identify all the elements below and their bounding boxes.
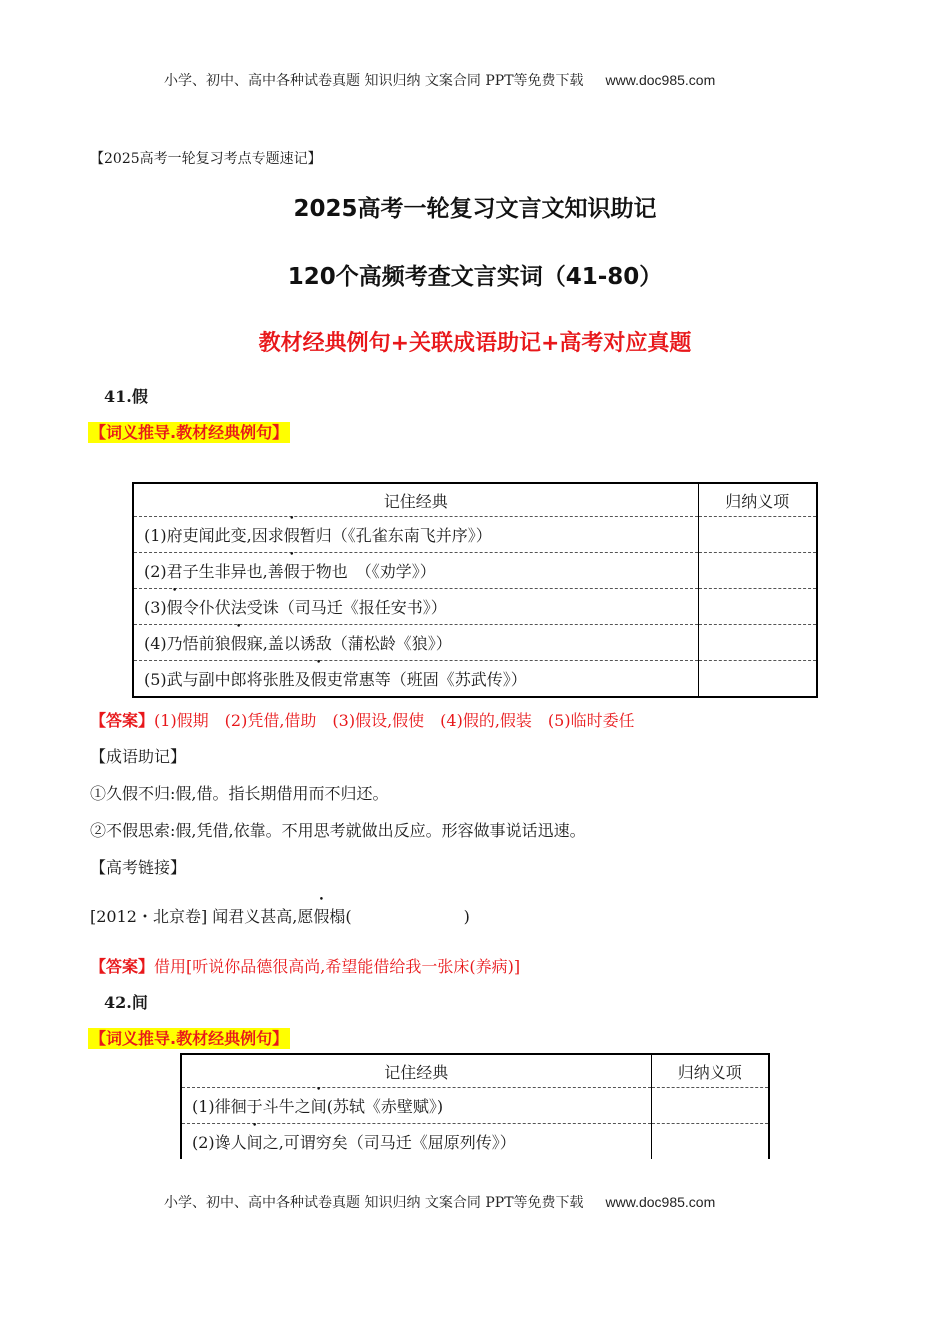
answer-text: 借用[听说你品德很高尚,希望能借给我一张床(养病)] xyxy=(154,957,521,976)
section-label-42 xyxy=(88,1026,290,1049)
table-row xyxy=(133,517,817,553)
table-row xyxy=(181,1088,769,1124)
section-label-41 xyxy=(88,420,290,443)
dotted-keyword: 间 xyxy=(246,1133,263,1152)
series-tag: 【2025高考一轮复习考点专题速记】 xyxy=(90,151,322,167)
exam-link-heading: 【高考链接】 xyxy=(90,858,187,877)
dotted-keyword: 假 xyxy=(283,562,300,581)
word-table-41 xyxy=(132,482,818,698)
dotted-keyword: 假 xyxy=(230,634,247,653)
example-sentence: (2)君子生非异也,善假于物也 （《劝学》） xyxy=(133,553,698,589)
table-header xyxy=(133,483,817,517)
example-sentence: (1)徘徊于斗牛之间(苏轼《赤壁赋》) xyxy=(181,1088,651,1124)
dotted-keyword: 假 xyxy=(310,670,327,689)
table-row xyxy=(133,553,817,589)
exam-question: [2012・北京卷] 闻君义甚高,愿假榻( ) xyxy=(90,907,470,926)
meaning-cell xyxy=(698,625,817,661)
meaning-cell xyxy=(698,517,817,553)
sub-title: 120个高频考查文言实词（41-80） xyxy=(287,264,663,290)
meaning-cell xyxy=(698,661,817,698)
example-sentence: (3)假令仆伏法受诛（司马迁《报任安书》） xyxy=(133,589,698,625)
table-row xyxy=(133,661,817,698)
word-table-42 xyxy=(180,1053,770,1159)
example-sentence: (5)武与副中郎将张胜及假吏常惠等（班固《苏武传》） xyxy=(133,661,698,698)
section-heading-42: 42.间 xyxy=(104,993,148,1012)
meaning-cell xyxy=(698,589,817,625)
col-header-meaning: 归纳义项 xyxy=(698,483,817,517)
main-title: 2025高考一轮复习文言文知识助记 xyxy=(293,196,657,222)
tagline: 教材经典例句+关联成语助记+高考对应真题 xyxy=(258,331,692,356)
answer-41 xyxy=(90,708,635,731)
answer-label: 【答案】 xyxy=(90,957,155,976)
page-footer xyxy=(164,1192,715,1212)
page-header xyxy=(164,70,715,90)
col-header-examples: 记住经典 xyxy=(383,491,448,511)
idiom-item: ①久假不归:假,借。指长期借用而不归还。 xyxy=(90,784,389,803)
col-header-meaning: 归纳义项 xyxy=(651,1054,769,1088)
table-row xyxy=(181,1124,769,1160)
table-row xyxy=(133,589,817,625)
meaning-cell xyxy=(651,1088,769,1124)
example-sentence: (4)乃悟前狼假寐,盖以诱敌（蒲松龄《狼》） xyxy=(133,625,698,661)
dotted-keyword: 假 xyxy=(283,526,300,545)
col-header-examples: 记住经典 xyxy=(384,1062,449,1082)
example-sentence: (2)谗人间之,可谓穷矣（司马迁《屈原列传》） xyxy=(181,1124,651,1160)
dotted-keyword: 假 xyxy=(166,598,183,617)
label-highlight: 【词义推导.教材经典例句】 xyxy=(90,1029,289,1048)
idiom-heading: 【成语助记】 xyxy=(90,747,187,766)
footer-site[interactable]: www.doc985.com xyxy=(605,1194,716,1210)
dotted-keyword: 间 xyxy=(310,1097,327,1116)
meaning-cell xyxy=(651,1124,769,1160)
header-site[interactable]: www.doc985.com xyxy=(605,72,716,88)
dotted-keyword: 假 xyxy=(313,907,330,926)
idiom-item: ②不假思索:假,凭借,依靠。不用思考就做出反应。形容做事说话迅速。 xyxy=(90,821,586,840)
example-sentence: (1)府吏闻此变,因求假暂归（《孔雀东南飞并序》） xyxy=(133,517,698,553)
section-heading-41: 41.假 xyxy=(104,387,148,406)
header-text: 小学、初中、高中各种试卷真题 知识归纳 文案合同 PPT等免费下载 xyxy=(164,73,584,89)
table-header xyxy=(181,1054,769,1088)
answer-label: 【答案】 xyxy=(90,711,155,730)
meaning-cell xyxy=(698,553,817,589)
footer-text: 小学、初中、高中各种试卷真题 知识归纳 文案合同 PPT等免费下载 xyxy=(164,1195,584,1211)
label-highlight: 【词义推导.教材经典例句】 xyxy=(90,423,289,442)
exam-answer xyxy=(90,954,520,977)
answer-text: (1)假期 (2)凭借,借助 (3)假设,假使 (4)假的,假装 (5)临时委任 xyxy=(154,711,635,730)
table-row xyxy=(133,625,817,661)
